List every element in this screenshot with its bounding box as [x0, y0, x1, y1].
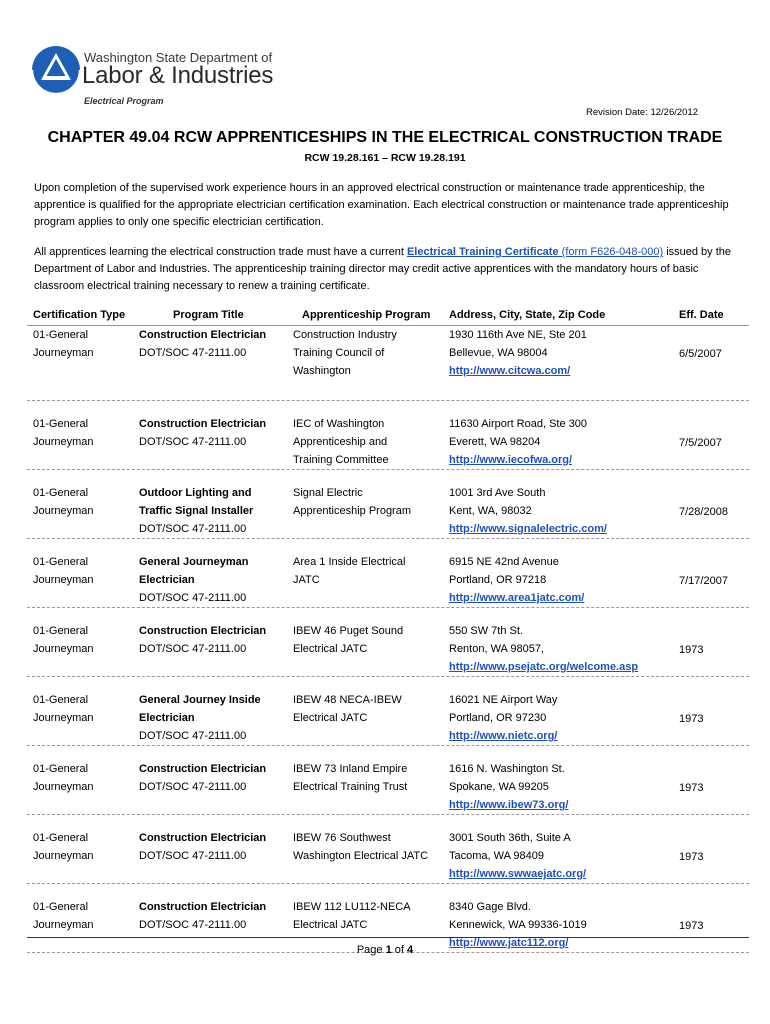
- program-title-cell: [139, 553, 248, 607]
- header-apprenticeship-program: Apprenticeship Program: [302, 309, 431, 321]
- cert-type-cell: [33, 898, 94, 934]
- apprenticeship-program-cell: [293, 760, 407, 796]
- program-line: Training Committee: [293, 454, 389, 466]
- program-line: Area 1 Inside Electrical: [293, 556, 406, 568]
- program-website-link[interactable]: http://www.jatc112.org/: [449, 937, 569, 949]
- address-line: 1616 N. Washington St.: [449, 763, 565, 775]
- program-title-cell: [139, 484, 253, 538]
- cert-type-line: Journeyman: [33, 712, 94, 724]
- apprenticeship-program-cell: [293, 415, 389, 469]
- program-title-cell: [139, 326, 266, 362]
- program-website-link[interactable]: http://www.area1jatc.com/: [449, 592, 585, 604]
- program-line: JATC: [293, 574, 320, 586]
- certificate-paragraph: [34, 244, 744, 295]
- address-cell: [449, 484, 607, 538]
- table-row: [27, 815, 749, 884]
- header-address: Address, City, State, Zip Code: [449, 309, 606, 321]
- program-title-line: Electrician: [139, 574, 195, 586]
- eff-date-cell: 7/5/2007: [679, 437, 722, 449]
- cert-type-line: 01-General: [33, 832, 89, 844]
- cert-type-line: 01-General: [33, 418, 89, 430]
- address-line: 550 SW 7th St.: [449, 625, 523, 637]
- address-line: Bellevue, WA 98004: [449, 347, 548, 359]
- eff-date-cell: 7/28/2008: [679, 506, 728, 518]
- address-line: 1930 116th Ave NE, Ste 201: [449, 329, 587, 341]
- program-title-line: Construction Electrician: [139, 329, 267, 341]
- cert-type-line: Journeyman: [33, 643, 94, 655]
- address-cell: [449, 326, 587, 380]
- address-line: 16021 NE Airport Way: [449, 694, 558, 706]
- program-line: Training Council of: [293, 347, 385, 359]
- soc-code-line: DOT/SOC 47-2111.00: [139, 523, 247, 535]
- address-line: Portland, OR 97230: [449, 712, 547, 724]
- cert-type-line: Journeyman: [33, 347, 94, 359]
- address-line: Spokane, WA 99205: [449, 781, 549, 793]
- address-line: Renton, WA 98057,: [449, 643, 544, 655]
- apprenticeship-program-cell: [293, 691, 402, 727]
- program-title-line: Construction Electrician: [139, 763, 267, 775]
- program-line: Washington: [293, 365, 351, 377]
- table-row: [27, 470, 749, 539]
- program-title-line: Construction Electrician: [139, 418, 267, 430]
- address-line: 3001 South 36th, Suite A: [449, 832, 571, 844]
- table-row: [27, 884, 749, 953]
- cert-type-line: Journeyman: [33, 850, 94, 862]
- cert-type-cell: [33, 553, 94, 589]
- page-total: 4: [407, 944, 414, 956]
- eff-date-cell: 1973: [679, 851, 704, 863]
- program-title-cell: [139, 691, 261, 745]
- agency-name: Labor & Industries: [82, 62, 274, 89]
- program-line: Electrical JATC: [293, 712, 368, 724]
- cert-type-line: Journeyman: [33, 919, 94, 931]
- cert-type-line: Journeyman: [33, 781, 94, 793]
- cert-type-line: 01-General: [33, 556, 89, 568]
- eff-date-cell: 6/5/2007: [679, 348, 722, 360]
- program-line: Apprenticeship and: [293, 436, 388, 448]
- program-website-link[interactable]: http://www.signalelectric.com/: [449, 523, 607, 535]
- program-line: IBEW 46 Puget Sound: [293, 625, 404, 637]
- program-title-line: Outdoor Lighting and: [139, 487, 252, 499]
- apprenticeship-program-cell: [293, 829, 428, 865]
- program-title-cell: [139, 622, 266, 658]
- table-row: [27, 608, 749, 677]
- apprenticeship-program-cell: [293, 553, 406, 589]
- form-number-link[interactable]: (form F626-048-000): [558, 246, 664, 258]
- program-line: IBEW 48 NECA-IBEW: [293, 694, 402, 706]
- eff-date-cell: 1973: [679, 782, 704, 794]
- cert-type-cell: [33, 622, 94, 658]
- table-row: [27, 401, 749, 470]
- program-title-line: General Journeyman: [139, 556, 249, 568]
- program-title-line: Traffic Signal Installer: [139, 505, 254, 517]
- table-row: [27, 746, 749, 815]
- program-title-line: Electrician: [139, 712, 195, 724]
- cert-type-line: 01-General: [33, 763, 89, 775]
- revision-date: Revision Date: 12/26/2012: [586, 107, 698, 118]
- eff-date-cell: 1973: [679, 920, 704, 932]
- address-cell: [449, 760, 568, 814]
- cert-type-cell: [33, 415, 94, 451]
- page-of-label: of: [391, 944, 408, 956]
- soc-code-line: DOT/SOC 47-2111.00: [139, 919, 247, 931]
- address-cell: [449, 553, 584, 607]
- footer-divider: [27, 937, 749, 938]
- cert-type-line: Journeyman: [33, 436, 94, 448]
- address-line: Kent, WA, 98032: [449, 505, 532, 517]
- program-line: Electrical Training Trust: [293, 781, 408, 793]
- address-line: 11630 Airport Road, Ste 300: [449, 418, 588, 430]
- soc-code-line: DOT/SOC 47-2111.00: [139, 347, 247, 359]
- table-row: [27, 326, 749, 401]
- apprenticeship-program-cell: [293, 484, 411, 520]
- table-row: [27, 677, 749, 746]
- program-title-cell: [139, 829, 266, 865]
- program-name: Electrical Program: [84, 96, 164, 106]
- program-website-link[interactable]: http://www.citcwa.com/: [449, 365, 571, 377]
- header-eff-date: Eff. Date: [679, 309, 724, 321]
- lni-logo-icon: [30, 44, 82, 96]
- apprenticeship-program-cell: [293, 898, 411, 934]
- program-line: Apprenticeship Program: [293, 505, 412, 517]
- program-line: Washington Electrical JATC: [293, 850, 429, 862]
- program-line: IBEW 112 LU112-NECA: [293, 901, 411, 913]
- cert-type-line: 01-General: [33, 625, 89, 637]
- cert-type-line: 01-General: [33, 901, 89, 913]
- program-title-line: Construction Electrician: [139, 625, 267, 637]
- program-line: Electrical JATC: [293, 919, 368, 931]
- address-line: Portland, OR 97218: [449, 574, 547, 586]
- document-subtitle: RCW 19.28.161 – RCW 19.28.191: [304, 152, 466, 164]
- program-line: Signal Electric: [293, 487, 363, 499]
- paragraph-text: issued by the Department of Labor and Industries. The apprenticeship training director may credit active apprentices with the mandatory hours of basic classroom electrical training necessary to renew a training certificate.: [34, 246, 732, 292]
- address-cell: [449, 622, 638, 676]
- program-website-link[interactable]: http://www.ibew73.org/: [449, 799, 569, 811]
- program-line: IEC of Washington: [293, 418, 385, 430]
- program-title-line: Construction Electrician: [139, 901, 267, 913]
- department-line: Washington State Department of: [84, 50, 273, 65]
- cert-type-cell: [33, 691, 94, 727]
- program-website-link[interactable]: http://www.iecofwa.org/: [449, 454, 573, 466]
- program-title-cell: [139, 415, 266, 451]
- header-cert-type: Certification Type: [33, 309, 126, 321]
- cert-type-cell: [33, 484, 94, 520]
- cert-type-line: 01-General: [33, 329, 89, 341]
- cert-type-cell: [33, 760, 94, 796]
- program-title-line: Construction Electrician: [139, 832, 267, 844]
- address-line: 1001 3rd Ave South: [449, 487, 546, 499]
- training-certificate-link[interactable]: Electrical Training Certificate: [406, 246, 559, 258]
- soc-code-line: DOT/SOC 47-2111.00: [139, 436, 247, 448]
- program-website-link[interactable]: http://www.psejatc.org/welcome.asp: [449, 661, 639, 673]
- eff-date-cell: 7/17/2007: [679, 575, 728, 587]
- table-header: [27, 306, 749, 326]
- program-line: IBEW 76 Southwest: [293, 832, 391, 844]
- program-website-link[interactable]: http://www.swwaejatc.org/: [449, 868, 587, 880]
- cert-type-cell: [33, 326, 94, 362]
- soc-code-line: DOT/SOC 47-2111.00: [139, 850, 247, 862]
- apprenticeship-program-cell: [293, 326, 397, 380]
- intro-paragraph: Upon completion of the supervised work experience hours in an approved electrical construction or maintenance trade apprenticeship, the apprentice is qualified for the appropriate electrician certification examination. Each electrical construction or maintenance trade apprenticeship program applies to only one specific electrician certification.: [34, 182, 729, 228]
- soc-code-line: DOT/SOC 47-2111.00: [139, 781, 247, 793]
- table-body: [27, 326, 749, 953]
- address-line: Tacoma, WA 98409: [449, 850, 544, 862]
- program-title-line: General Journey Inside: [139, 694, 261, 706]
- eff-date-cell: 1973: [679, 713, 704, 725]
- address-line: 8340 Gage Blvd.: [449, 901, 531, 913]
- address-cell: [449, 691, 557, 745]
- address-line: 6915 NE 42nd Avenue: [449, 556, 559, 568]
- program-line: IBEW 73 Inland Empire: [293, 763, 408, 775]
- address-cell: [449, 415, 587, 469]
- soc-code-line: DOT/SOC 47-2111.00: [139, 730, 247, 742]
- document-title: CHAPTER 49.04 RCW APPRENTICESHIPS IN THE ELECTRICAL CONSTRUCTION TRADE: [47, 129, 723, 146]
- cert-type-cell: [33, 829, 94, 865]
- address-line: Kennewick, WA 99336-1019: [449, 919, 587, 931]
- program-line: Construction Industry: [293, 329, 397, 341]
- cert-type-line: 01-General: [33, 694, 89, 706]
- soc-code-line: DOT/SOC 47-2111.00: [139, 643, 247, 655]
- apprenticeship-table: [27, 306, 749, 953]
- page-label: Page: [356, 944, 386, 956]
- program-title-cell: [139, 760, 266, 796]
- cert-type-line: Journeyman: [33, 505, 94, 517]
- eff-date-cell: 1973: [679, 644, 704, 656]
- header-program-title: Program Title: [173, 309, 244, 321]
- address-cell: [449, 829, 586, 883]
- address-line: Everett, WA 98204: [449, 436, 541, 448]
- soc-code-line: DOT/SOC 47-2111.00: [139, 592, 247, 604]
- page-number: 1: [385, 944, 392, 956]
- program-line: Electrical JATC: [293, 643, 368, 655]
- program-title-cell: [139, 898, 266, 934]
- cert-type-line: Journeyman: [33, 574, 94, 586]
- agency-logo: [30, 44, 274, 110]
- paragraph-text: All apprentices learning the electrical construction trade must have a current: [34, 246, 407, 258]
- table-row: [27, 539, 749, 608]
- program-website-link[interactable]: http://www.nietc.org/: [449, 730, 558, 742]
- apprenticeship-program-cell: [293, 622, 403, 658]
- cert-type-line: 01-General: [33, 487, 89, 499]
- page-footer: [0, 944, 770, 956]
